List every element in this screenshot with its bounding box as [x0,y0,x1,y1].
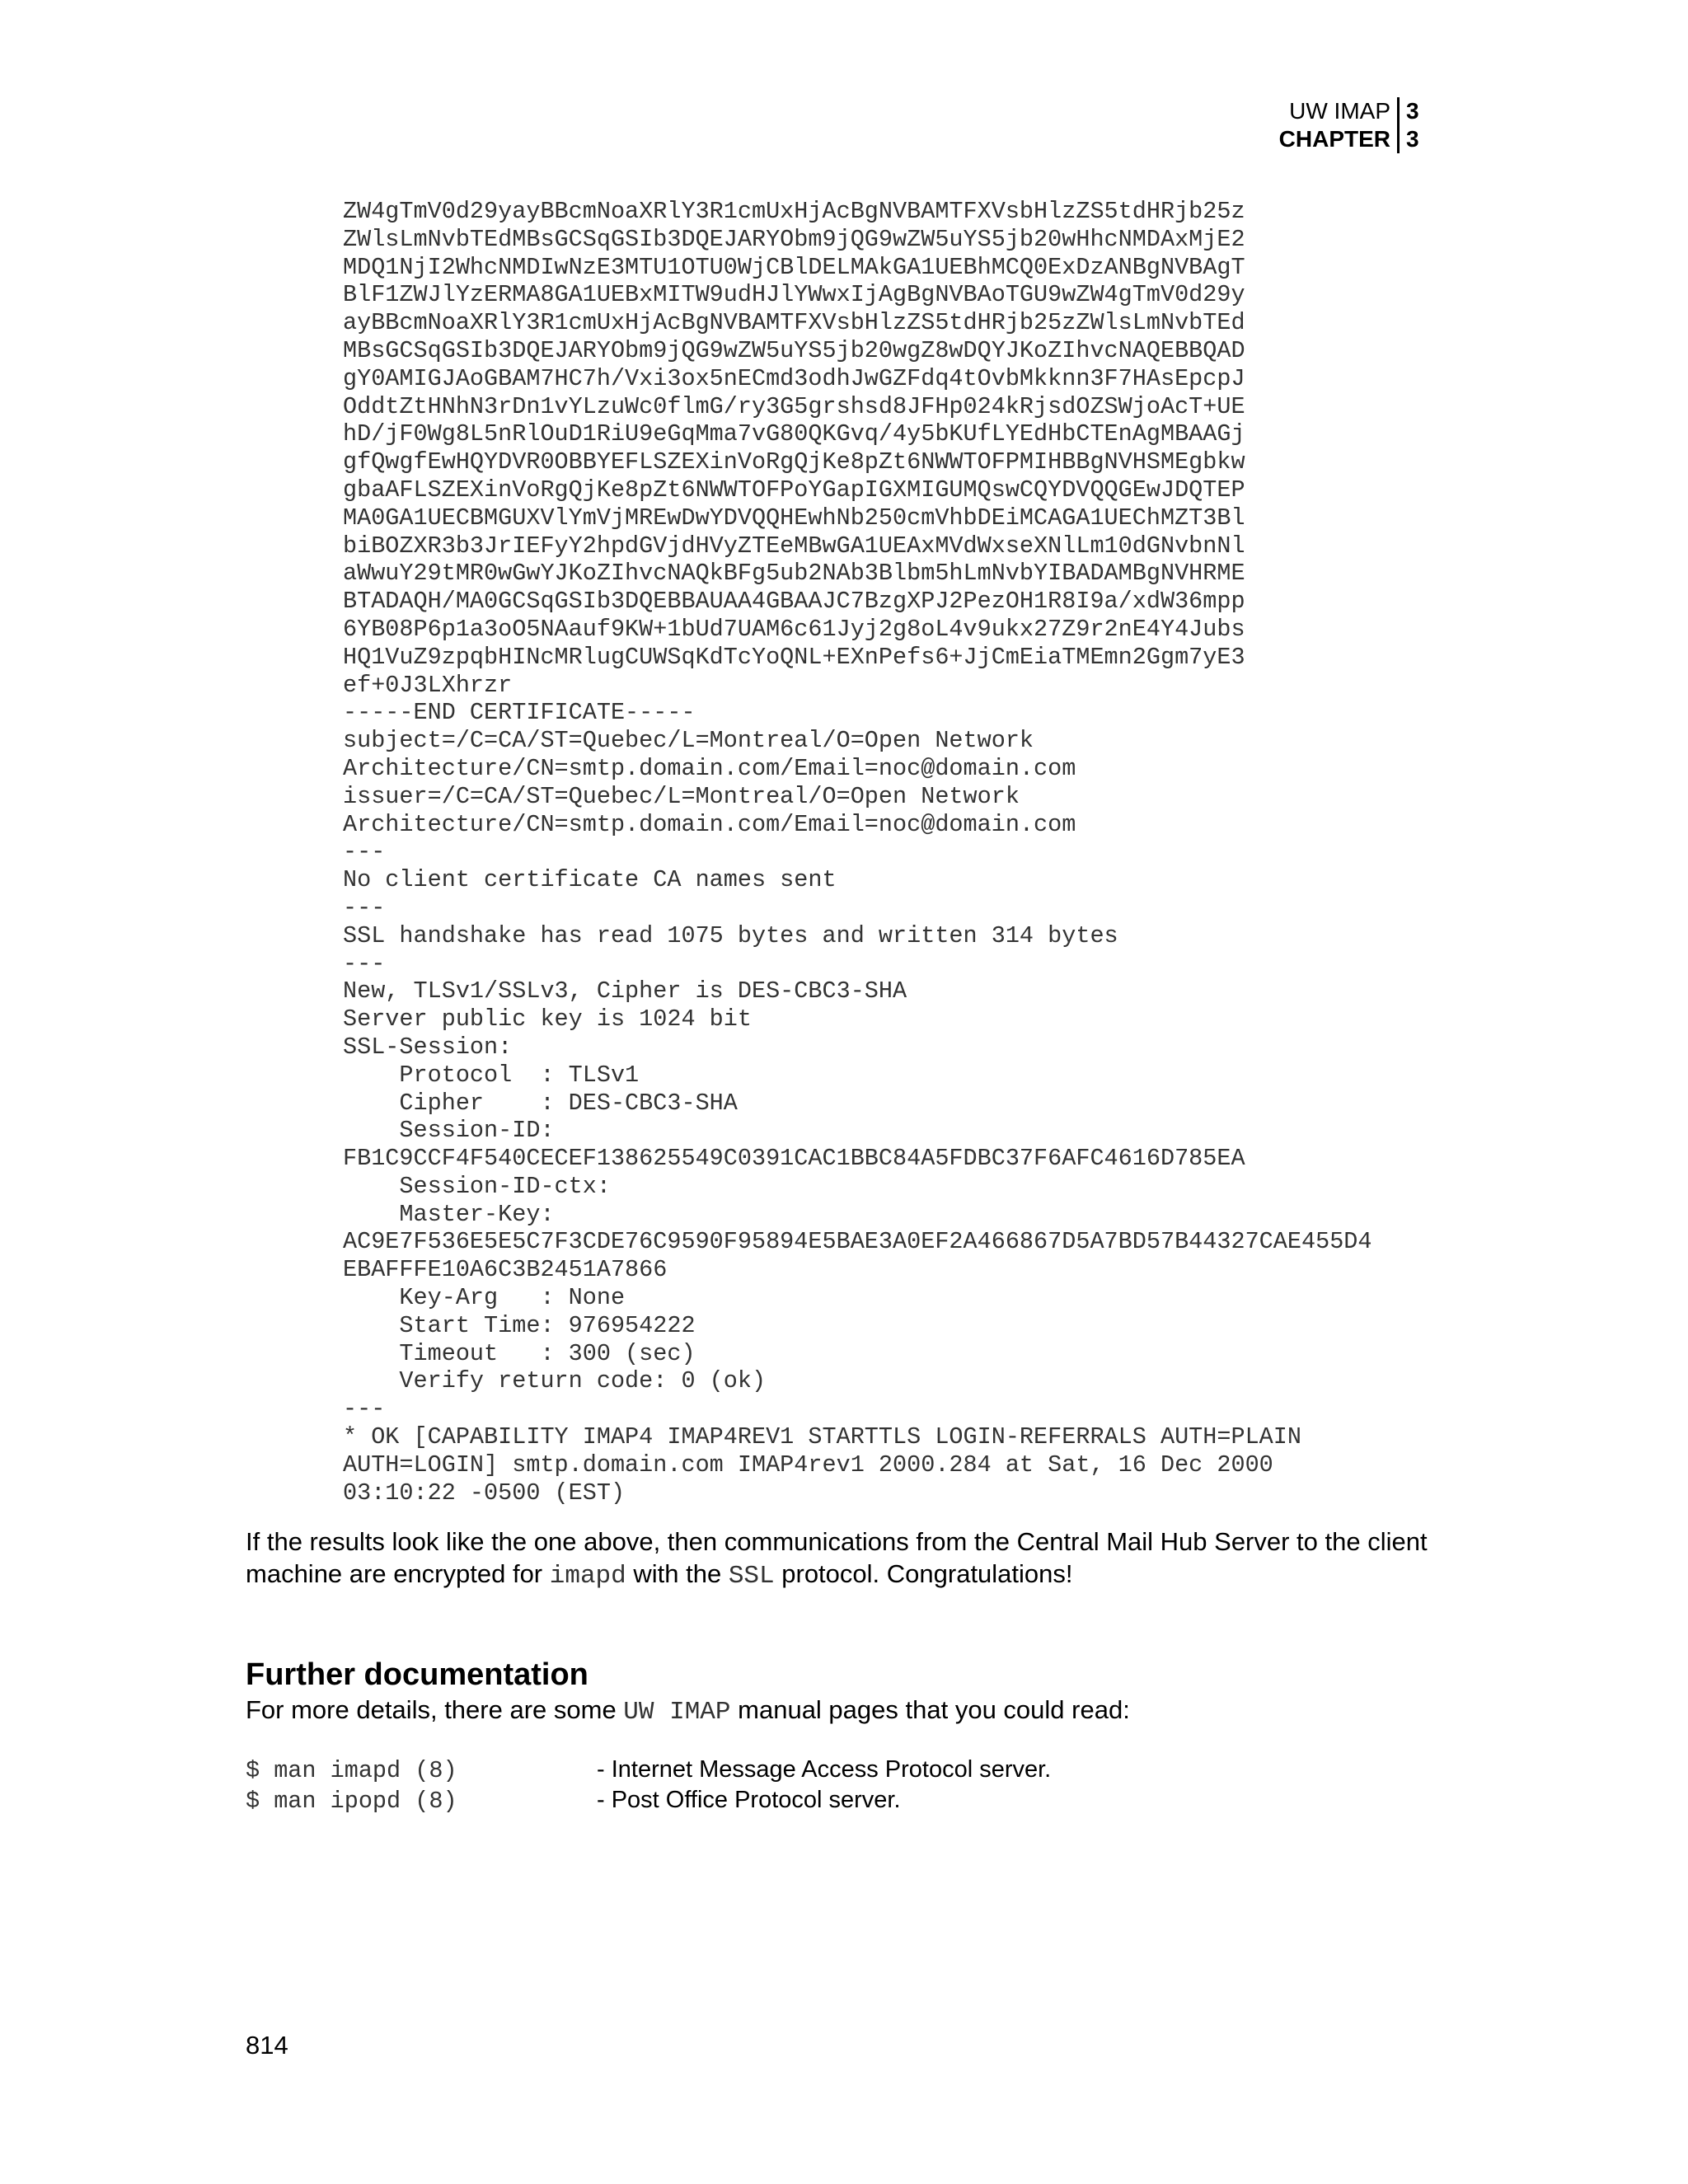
section-intro [246,1694,1130,1728]
man-pages-list [246,1756,1400,1817]
paragraph-text-1: If the results look like the one above, then communications from the Central Mail Hub Server to the client machine are encrypted for [246,1527,1428,1588]
terminal-output-code-block: ZW4gTmV0d29yayBBcmNoaXRlY3R1cmUxHjAcBgNVBAMTFXVsbHlzZS5tdHRjb25z ZWlsLmNvbTEdMBsGCSqGSIb3DQEJARYObm9jQG9wZW5uYS5jb20wHhcNMDAxMjE2 MDQ1NjI2WhcNMDIwNzE3MTU1OTU0WjCBlDELMAkGA1UEBhMCQ0ExDzANBgNVBAgT BlF1ZWJlYzERMA8GA1UEBxMITW9udHJlYWwxIjAgBgNVBAoTGU9wZW4gTmV0d29y ayBBcmNoaXRlY3R1cmUxHjAcBgNVBAMTFXVsbHlzZS5tdHRjb25zZWlsLmNvbTEd MBsGCSqGSIb3DQEJARYObm9jQG9wZW5uYS5jb20wgZ8wDQYJKoZIhvcNAQEBBQAD gY0AMIGJAoGBAM7HC7h/Vxi3ox5nECmd3odhJwGZFdq4tOvbMkknn3F7HAsEpcpJ OddtZtHNhN3rDn1vYLzuWc0flmG/ry3G5grshsd8JFHp024kRjsdOZSWjoAcT+UE hD/jF0Wg8L5nRlOuD1RiU9eGqMma7vG80QKGvq/4y5bKUfLYEdHbCTEnAgMBAAGj gfQwgfEwHQYDVR0OBBYEFLSZEXinVoRgQjKe8pZt6NWWTOFPMIHBBgNVHSMEgbkw gbaAFLSZEXinVoRgQjKe8pZt6NWWTOFPoYGapIGXMIGUMQswCQYDVQQGEwJDQTEP MA0GA1UECBMGUXVlYmVjMREwDwYDVQQHEwhNb250cmVhbDEiMCAGA1UEChMZT3Bl biBOZXR3b3JrIEFyY2hpdGVjdHVyZTEeMBwGA1UEAxMVdWxseXNlLm10dGNvbnNl aWwuY29tMR0wGwYJKoZIhvcNAQkBFg5ub2NAb3Blbm5hLmNvbYIBADAMBgNVHRME BTADAQH/MA0GCSqGSIb3DQEBBAUAA4GBAAJC7BzgXPJ2PezOH1R8I9a/xdW36mpp 6YB08P6p1a3oO5NAauf9KW+1bUd7UAM6c61Jyj2g8oL4v9ukx27Z9r2nE4Y4Jubs HQ1VuZ9zpqbHINcMRlugCUWSqKdTcYoQNL+EXnPefs6+JjCmEiaTMEmn2Ggm7yE3 ef+0J3LXhrzr -----END CERTIFICATE----- subject=/C=CA/ST=Quebec/L=Montreal/O=Open Network Architecture/CN=smtp.domain.com/Email=noc@domain.com issuer=/C=CA/ST=Quebec/L=Montreal/O=Open Network Architecture/CN=smtp.domain.com/Email=noc@domain.com --- No client certificate CA names sent --- SSL handshake has read 1075 bytes and written 314 bytes --- New, TLSv1/SSLv3, Cipher is DES-CBC3-SHA Server public key is 1024 bit SSL-Session: Protocol : TLSv1 Cipher : DES-CBC3-SHA Session-ID: FB1C9CCF4F540CECEF138625549C0391CAC1BBC84A5FDBC37F6AFC4616D785EA Session-ID-ctx: Master-Key: AC9E7F536E5E5C7F3CDE76C9590F95894E5BAE3A0EF2A466867D5A7BD57B44327CAE455D4 EBAFFFE10A6C3B2451A7866 Key-Arg : None Start Time: 976954222 Timeout : 300 (sec) Verify return code: 0 (ok) --- * OK [CAPABILITY IMAP4 IMAP4REV1 STARTTLS LOGIN-REFERRALS AUTH=PLAIN AUTH=LOGIN] smtp.domain.com IMAP4rev1 2000.284 at Sat, 16 Dec 2000 03:10:22 -0500 (EST) [343,198,1372,1507]
intro-text-1: For more details, there are some [246,1695,624,1724]
header-title-number: 3 [1397,97,1424,125]
paragraph-code-ssl: SSL [728,1562,775,1591]
header-chapter-number: 3 [1397,125,1424,153]
man-page-description: - Internet Message Access Protocol server. [597,1756,1052,1783]
header-title: UW IMAP [1289,98,1390,124]
header-title-row [1279,97,1424,125]
paragraph-text-2: with the [626,1559,729,1588]
paragraph-code-imapd: imapd [549,1562,626,1591]
man-page-command: $ man imapd (8) [246,1757,457,1784]
intro-code-uw-imap: UW IMAP [623,1698,731,1727]
running-header [1279,97,1424,153]
page-number: 814 [246,2031,288,2060]
paragraph-text-3: protocol. Congratulations! [774,1559,1073,1588]
header-chapter: CHAPTER [1278,126,1390,152]
man-page-row [246,1787,1400,1817]
intro-text-2: manual pages that you could read: [730,1695,1130,1724]
man-page-row [246,1756,1400,1787]
section-heading: Further documentation [246,1657,588,1692]
man-page-description: - Post Office Protocol server. [597,1787,901,1813]
header-chapter-row [1279,125,1424,153]
results-paragraph [246,1526,1432,1592]
man-page-command: $ man ipopd (8) [246,1788,457,1815]
